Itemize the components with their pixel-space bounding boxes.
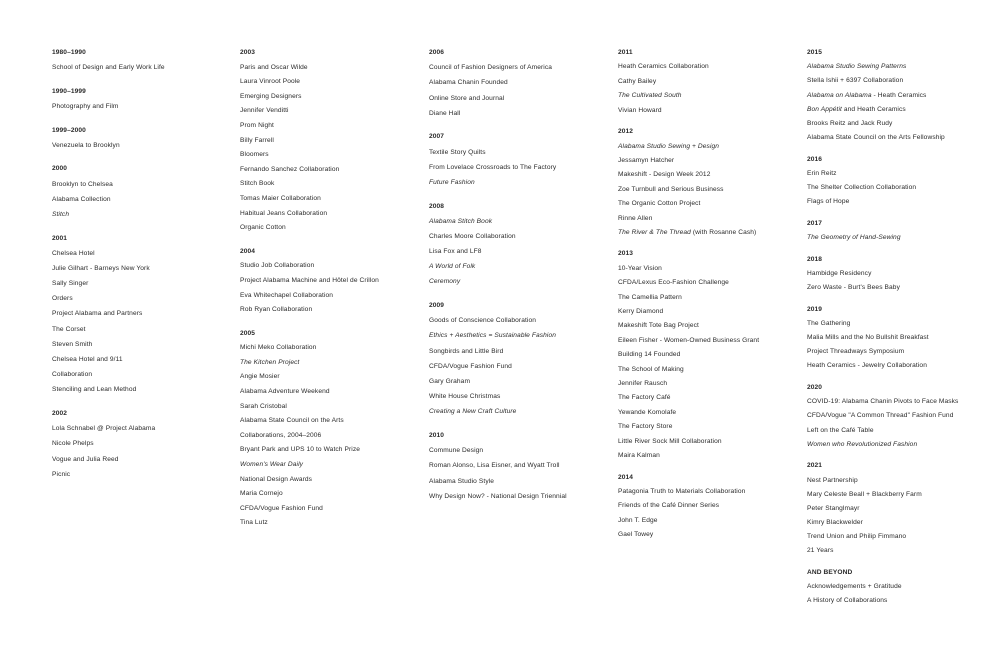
chapter-link[interactable]: Patagonia Truth to Materials Collaboration [618, 487, 746, 495]
toc-column-3 [429, 48, 609, 515]
chapter-link[interactable]: Alabama Chanin Founded [429, 79, 508, 87]
chapter-link[interactable]: Tomas Maier Collaboration [240, 194, 321, 202]
year-section [52, 234, 232, 395]
chapter-link[interactable]: Alabama Studio Style [429, 477, 495, 485]
chapter-link[interactable]: Emerging Designers [240, 92, 302, 100]
chapter-link[interactable] [807, 105, 987, 114]
chapter-link[interactable]: Diane Hall [429, 109, 461, 117]
chapter-link[interactable]: The Factory Café [618, 394, 671, 402]
chapter-link[interactable]: Alabama State Council on the Arts Fellowship [807, 134, 945, 142]
chapter-link[interactable]: Alabama Studio Sewing Patterns [807, 63, 907, 71]
chapter-link[interactable]: The Cultivated South [618, 92, 682, 100]
chapter-link[interactable]: CFDA/Vogue Fashion Fund [240, 504, 323, 512]
year-section [429, 202, 609, 287]
toc-column-4 [618, 48, 798, 552]
chapter-link[interactable]: Left on the Café Table [807, 426, 874, 434]
year-section [807, 219, 987, 242]
chapter-link[interactable]: 21 Years [807, 547, 834, 555]
chapter-link[interactable]: Brooks Reitz and Jack Rudy [807, 119, 893, 127]
chapter-link[interactable]: The Camellia Pattern [618, 293, 682, 301]
chapter-link[interactable]: Future Fashion [429, 178, 475, 186]
chapter-link[interactable]: John T. Edge [618, 516, 658, 524]
chapter-link[interactable]: Stenciling and Lean Method [52, 386, 137, 394]
year-heading: 2013 [618, 250, 634, 258]
chapter-link[interactable]: Sally Singer [52, 280, 89, 288]
year-heading: 2005 [240, 329, 256, 337]
year-section [618, 249, 798, 459]
chapter-link[interactable]: A History of Collaborations [807, 597, 888, 605]
chapter-link[interactable]: Brooklyn to Chelsea [52, 180, 113, 188]
year-heading: 2014 [618, 473, 634, 481]
year-section [240, 48, 420, 232]
chapter-link[interactable]: Lisa Fox and LF8 [429, 248, 482, 256]
chapter-link[interactable]: Stitch Book [240, 180, 275, 188]
chapter-link[interactable]: Why Design Now? - National Design Triennial [429, 492, 567, 500]
chapter-link[interactable]: Bryant Park and UPS 10 to Watch Prize [240, 446, 360, 454]
chapter-link[interactable]: Gael Towey [618, 531, 654, 539]
chapter-link[interactable]: Erin Reitz [807, 169, 837, 177]
chapter-link[interactable]: Goods of Conscience Collaboration [429, 317, 537, 325]
chapter-link[interactable]: CFDA/Vogue Fashion Fund [429, 362, 512, 370]
chapter-link[interactable]: Mary Celeste Beall + Blackberry Farm [807, 490, 922, 498]
chapter-link[interactable]: Women's Wear Daily [240, 461, 304, 469]
chapter-link[interactable]: Nicole Phelps [52, 440, 94, 448]
chapter-link[interactable] [618, 228, 798, 237]
toc-column-2 [240, 48, 420, 542]
chapter-link[interactable]: Venezuela to Brooklyn [52, 141, 120, 149]
chapter-link[interactable]: The Kitchen Project [240, 358, 300, 366]
chapter-link[interactable]: Ceremony [429, 278, 461, 286]
chapter-link[interactable]: Stella Ishii + 6397 Collaboration [807, 77, 904, 85]
year-heading: 2017 [807, 219, 823, 227]
chapter-link[interactable] [807, 91, 987, 100]
chapter-link[interactable]: Michi Meko Collaboration [240, 344, 317, 352]
year-section [618, 127, 798, 237]
chapter-link[interactable]: Ethics + Aesthetics = Sustainable Fashion [429, 332, 557, 340]
chapter-link[interactable]: Jessamyn Hatcher [618, 156, 675, 164]
chapter-link[interactable]: CFDA/Vogue "A Common Thread" Fashion Fund [807, 412, 954, 420]
year-heading: 2021 [807, 462, 823, 470]
year-section [807, 461, 987, 555]
chapter-link[interactable]: Charles Moore Collaboration [429, 232, 516, 240]
chapter-link[interactable]: Billy Farrell [240, 136, 274, 144]
chapter-link[interactable]: Heath Ceramics - Jewelry Collaboration [807, 362, 927, 370]
chapter-link[interactable]: Eva Whitechapel Collaboration [240, 291, 334, 299]
year-section [52, 48, 232, 72]
chapter-link[interactable]: Alabama Collection [52, 195, 111, 203]
year-heading: 2006 [429, 49, 445, 56]
year-heading: 2007 [429, 133, 445, 141]
toc-column-1 [52, 48, 232, 493]
chapter-link[interactable]: Chelsea Hotel [52, 249, 95, 257]
year-section [807, 255, 987, 292]
chapter-link[interactable]: Stitch [52, 210, 70, 218]
chapter-link[interactable]: Chelsea Hotel and 9/11 [52, 356, 123, 363]
year-section [240, 247, 420, 314]
chapter-link[interactable]: National Design Awards [240, 475, 313, 483]
chapter-link[interactable]: The Organic Cotton Project [618, 200, 701, 208]
chapter-link[interactable]: Hambidge Residency [807, 269, 872, 277]
chapter-link[interactable]: The Geometry of Hand-Sewing [807, 234, 901, 242]
chapter-link[interactable]: Collaborations, 2004–2006 [240, 431, 322, 439]
chapter-link[interactable]: The Shelter Collection Collaboration [807, 184, 917, 192]
year-section [429, 132, 609, 187]
chapter-link[interactable]: Alabama Stitch Book [429, 217, 493, 225]
chapter-link[interactable]: Kerry Diamond [618, 308, 664, 316]
chapter-link[interactable]: The Factory Store [618, 423, 673, 431]
chapter-link[interactable]: Fernando Sanchez Collaboration [240, 165, 340, 173]
chapter-link[interactable]: Acknowledgements + Gratitude [807, 583, 902, 591]
year-heading: 2012 [618, 128, 634, 136]
chapter-link[interactable]: Project Alabama Machine and Hôtel de Crillon [240, 276, 379, 284]
chapter-link[interactable]: Jennifer Rausch [618, 380, 668, 387]
chapter-link[interactable]: Peter Stanglmayr [807, 504, 860, 512]
chapter-link[interactable]: Orders [52, 295, 73, 303]
chapter-link[interactable]: Commune Design [429, 447, 484, 455]
year-heading: 1980–1990 [52, 49, 86, 56]
chapter-title-rest: (with Rosanne Cash) [690, 228, 757, 236]
chapter-link[interactable]: Cathy Bailey [618, 77, 657, 85]
chapter-link[interactable]: Heath Ceramics Collaboration [618, 63, 709, 71]
chapter-link[interactable]: Gary Graham [429, 377, 471, 385]
chapter-link[interactable]: The Corset [52, 325, 86, 333]
year-heading: 2016 [807, 155, 823, 163]
chapter-title-rest: and Heath Ceramics [841, 105, 906, 113]
year-heading: 2011 [618, 49, 633, 56]
chapter-link[interactable]: Project Threadways Symposium [807, 348, 905, 356]
chapter-link[interactable]: Malia Mills and the No Bullshit Breakfast [807, 334, 929, 341]
year-heading: 2008 [429, 202, 445, 210]
year-heading: 2015 [807, 49, 823, 56]
year-section [807, 305, 987, 371]
year-heading: 2010 [429, 431, 445, 439]
chapter-link[interactable]: Paris and Oscar Wilde [240, 63, 308, 71]
chapter-link[interactable]: Makeshift - Design Week 2012 [618, 171, 711, 179]
chapter-link[interactable]: Alabama State Council on the Arts [240, 417, 344, 425]
year-section [618, 473, 798, 540]
year-heading: 2004 [240, 247, 256, 255]
year-section [429, 301, 609, 416]
year-section [52, 164, 232, 219]
year-section [807, 48, 987, 142]
year-heading: 1999–2000 [52, 126, 86, 134]
year-heading: 2003 [240, 49, 256, 56]
year-heading: AND BEYOND [807, 569, 853, 577]
chapter-link[interactable]: Friends of the Café Dinner Series [618, 502, 720, 510]
chapter-link[interactable]: Nest Partnership [807, 476, 858, 484]
year-section [429, 431, 609, 501]
chapter-link[interactable]: Vogue and Julia Reed [52, 455, 119, 463]
chapter-link[interactable]: Studio Job Collaboration [240, 262, 315, 270]
year-heading: 2002 [52, 409, 68, 417]
chapter-link[interactable]: From Lovelace Crossroads to The Factory [429, 163, 557, 171]
year-section [52, 409, 232, 479]
chapter-link[interactable]: Picnic [52, 470, 71, 478]
chapter-link[interactable]: Angie Mosier [240, 373, 280, 381]
chapter-link[interactable]: Photography and Film [52, 102, 119, 110]
year-section [807, 568, 987, 605]
chapter-link[interactable]: 10-Year Vision [618, 264, 662, 272]
chapter-link[interactable]: Sarah Cristobal [240, 402, 287, 410]
year-heading: 2019 [807, 305, 823, 313]
chapter-link[interactable]: Council of Fashion Designers of America [429, 64, 553, 72]
chapter-title-italic: The River & The Thread [618, 228, 691, 236]
year-heading: 2009 [429, 302, 445, 310]
year-heading: 2000 [52, 165, 68, 173]
chapter-link[interactable]: The School of Making [618, 365, 684, 373]
chapter-link[interactable]: Zoe Turnbull and Serious Business [618, 185, 724, 193]
chapter-title-italic: Alabama on Alabama [807, 91, 872, 99]
chapter-link[interactable]: Online Store and Journal [429, 94, 505, 102]
chapter-link[interactable]: Yewande Komolafe [618, 408, 677, 416]
chapter-link[interactable]: Julie Gilhart - Barneys New York [52, 264, 150, 272]
chapter-link[interactable]: The Gathering [807, 319, 851, 327]
chapter-link[interactable]: Kimry Blackwelder [807, 519, 863, 527]
chapter-link[interactable]: School of Design and Early Work Life [52, 64, 165, 72]
chapter-link[interactable]: Little River Sock Mill Collaboration [618, 437, 722, 445]
chapter-link[interactable]: Collaboration [52, 371, 93, 379]
chapter-link[interactable]: Tina Lutz [240, 519, 268, 527]
chapter-link[interactable]: Makeshift Tote Bag Project [618, 322, 699, 330]
year-section [429, 48, 609, 118]
year-heading: 2018 [807, 255, 823, 263]
year-heading: 1990–1999 [52, 87, 86, 95]
year-section [618, 48, 798, 115]
year-heading: 2020 [807, 383, 823, 391]
chapter-link[interactable]: Zero Waste - Burt's Bees Baby [807, 284, 900, 292]
chapter-link[interactable]: Project Alabama and Partners [52, 310, 143, 318]
chapter-link[interactable]: Creating a New Craft Culture [429, 408, 517, 416]
chapter-title-rest: - Heath Ceramics [871, 91, 927, 99]
chapter-link[interactable]: Lola Schnabel @ Project Alabama [52, 425, 156, 433]
chapter-link[interactable]: Alabama Adventure Weekend [240, 388, 330, 396]
chapter-link[interactable]: Jennifer Venditti [240, 107, 289, 115]
toc-column-5 [807, 48, 987, 618]
chapter-link[interactable]: Rob Ryan Collaboration [240, 306, 313, 314]
chapter-link[interactable]: Rinne Allen [618, 214, 653, 222]
chapter-link[interactable]: Building 14 Founded [618, 351, 681, 359]
year-section [807, 383, 987, 449]
chapter-link[interactable]: Women who Revolutionized Fashion [807, 440, 918, 448]
year-section [807, 155, 987, 207]
chapter-link[interactable]: Maria Cornejo [240, 490, 283, 498]
chapter-link[interactable]: Flags of Hope [807, 198, 850, 206]
chapter-link[interactable]: CFDA/Lexus Eco-Fashion Challenge [618, 279, 729, 287]
chapter-link[interactable]: Steven Smith [52, 340, 93, 348]
year-section [52, 87, 232, 111]
chapter-link[interactable]: Maira Kalman [618, 451, 660, 459]
chapter-link[interactable]: Textile Story Quilts [429, 148, 486, 156]
chapter-link[interactable]: White House Christmas [429, 393, 501, 401]
chapter-link[interactable]: Vivian Howard [618, 106, 662, 114]
chapter-link[interactable]: Eileen Fisher - Women-Owned Business Grant [618, 336, 760, 344]
year-heading: 2001 [52, 234, 68, 242]
chapter-link[interactable]: Organic Cotton [240, 224, 286, 232]
chapter-link[interactable]: Prom Night [240, 121, 274, 129]
chapter-link[interactable]: COVID-19: Alabama Chanin Pivots to Face Masks [807, 398, 959, 406]
chapter-link[interactable]: Alabama Studio Sewing + Design [618, 142, 720, 150]
chapter-link[interactable]: Roman Alonso, Lisa Eisner, and Wyatt Troll [429, 462, 560, 470]
year-section [52, 126, 232, 150]
chapter-title-italic: Bon Appétit [807, 105, 842, 113]
chapter-link[interactable]: Songbirds and Little Bird [429, 347, 504, 355]
chapter-link[interactable]: Habitual Jeans Collaboration [240, 209, 328, 217]
year-section [240, 329, 420, 528]
chapter-link[interactable]: Trend Union and Philip Fimmano [807, 533, 907, 541]
chapter-link[interactable]: A World of Folk [429, 263, 476, 271]
chapter-link[interactable]: Bloomers [240, 151, 269, 159]
chapter-link[interactable]: Laura Vinroot Poole [240, 78, 301, 86]
